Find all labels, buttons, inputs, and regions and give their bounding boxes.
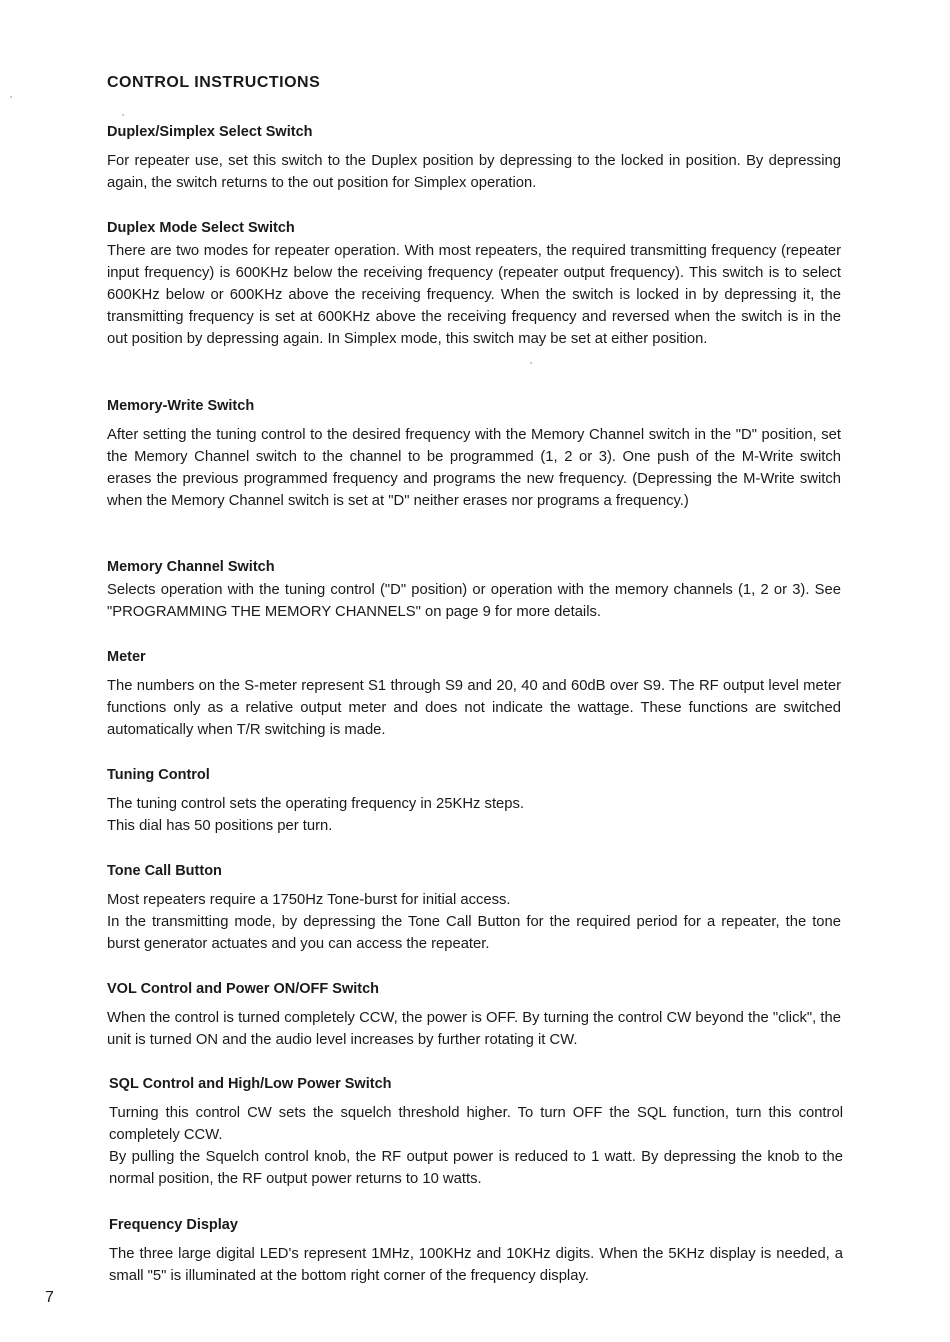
section-duplex-simplex	[107, 122, 841, 194]
section-tone-call	[107, 861, 841, 955]
section-paragraph: By pulling the Squelch control knob, the RF output power is reduced to 1 watt. By depressing the knob to the normal position, the RF output power returns to 10 watts.	[109, 1149, 843, 1187]
section-paragraph: This dial has 50 positions per turn.	[107, 818, 333, 834]
section-paragraph: The tuning control sets the operating frequency in 25KHz steps.	[107, 796, 525, 812]
page-number: 7	[45, 1289, 54, 1306]
section-paragraph: After setting the tuning control to the desired frequency with the Memory Channel switch in the "D" position, set the Memory Channel switch to the channel to be programmed (1, 2 or 3). One push of the M-Write switch erases the previous programmed frequency and programs the new frequency. (Depressing the M-Write switch when the Memory Channel switch is set at "D" neither erases nor programs a frequency.)	[107, 427, 841, 509]
section-heading: Tuning Control	[107, 767, 210, 783]
section-paragraph: Selects operation with the tuning control ("D" position) or operation with the memory channels (1, 2 or 3). See "PROGRAMMING THE MEMORY CHANNELS" on page 9 for more details.	[107, 582, 841, 620]
section-heading: Frequency Display	[109, 1217, 238, 1233]
section-heading: Memory Channel Switch	[107, 559, 275, 575]
section-heading: Duplex Mode Select Switch	[107, 220, 295, 236]
section-sql-control	[109, 1074, 843, 1190]
section-memory-write	[107, 396, 841, 512]
section-heading: VOL Control and Power ON/OFF Switch	[107, 981, 380, 997]
section-heading: Duplex/Simplex Select Switch	[107, 124, 313, 140]
section-paragraph: The three large digital LED's represent 1MHz, 100KHz and 10KHz digits. When the 5KHz display is needed, a small "5" is illuminated at the bottom right corner of the frequency display.	[109, 1246, 843, 1284]
section-memory-channel	[107, 557, 841, 623]
section-heading: Memory-Write Switch	[107, 398, 255, 414]
section-frequency-display	[109, 1215, 843, 1287]
section-paragraph: Turning this control CW sets the squelch threshold higher. To turn OFF the SQL function, turn this control completely CCW.	[109, 1105, 843, 1143]
section-heading: Tone Call Button	[107, 863, 222, 879]
section-paragraph: For repeater use, set this switch to the Duplex position by depressing to the locked in position. By depressing again, the switch returns to the out position for Simplex operation.	[107, 153, 841, 191]
section-paragraph: Most repeaters require a 1750Hz Tone-burst for initial access.	[107, 892, 511, 908]
scan-speck	[10, 96, 12, 98]
section-duplex-mode	[107, 218, 841, 350]
section-vol-control	[107, 979, 841, 1051]
page-title: CONTROL INSTRUCTIONS	[107, 74, 321, 91]
scan-speck	[122, 114, 124, 116]
section-paragraph: The numbers on the S-meter represent S1 through S9 and 20, 40 and 60dB over S9. The RF output level meter functions only as a relative output meter and does not indicate the wattage. These functions are switched automatically when T/R switching is made.	[107, 678, 841, 738]
section-heading: Meter	[107, 649, 146, 665]
section-tuning-control	[107, 765, 841, 837]
scan-speck	[530, 362, 532, 364]
section-paragraph: When the control is turned completely CCW, the power is OFF. By turning the control CW beyond the "click", the unit is turned ON and the audio level increases by further rotating it CW.	[107, 1010, 841, 1048]
section-paragraph: In the transmitting mode, by depressing the Tone Call Button for the required period for a repeater, the tone burst generator actuates and you can access the repeater.	[107, 914, 841, 952]
section-paragraph: There are two modes for repeater operation. With most repeaters, the required transmitting frequency (repeater input frequency) is 600KHz below the receiving frequency (repeater output frequency). This switch is to select 600KHz below or 600KHz above the receiving frequency. When the switch is locked in by depressing it, the transmitting frequency is set at 600KHz above the receiving frequency and reversed when the switch is in the out position by depressing again. In Simplex mode, this switch may be set at either position.	[107, 243, 841, 347]
section-heading: SQL Control and High/Low Power Switch	[109, 1076, 392, 1092]
section-meter	[107, 647, 841, 741]
